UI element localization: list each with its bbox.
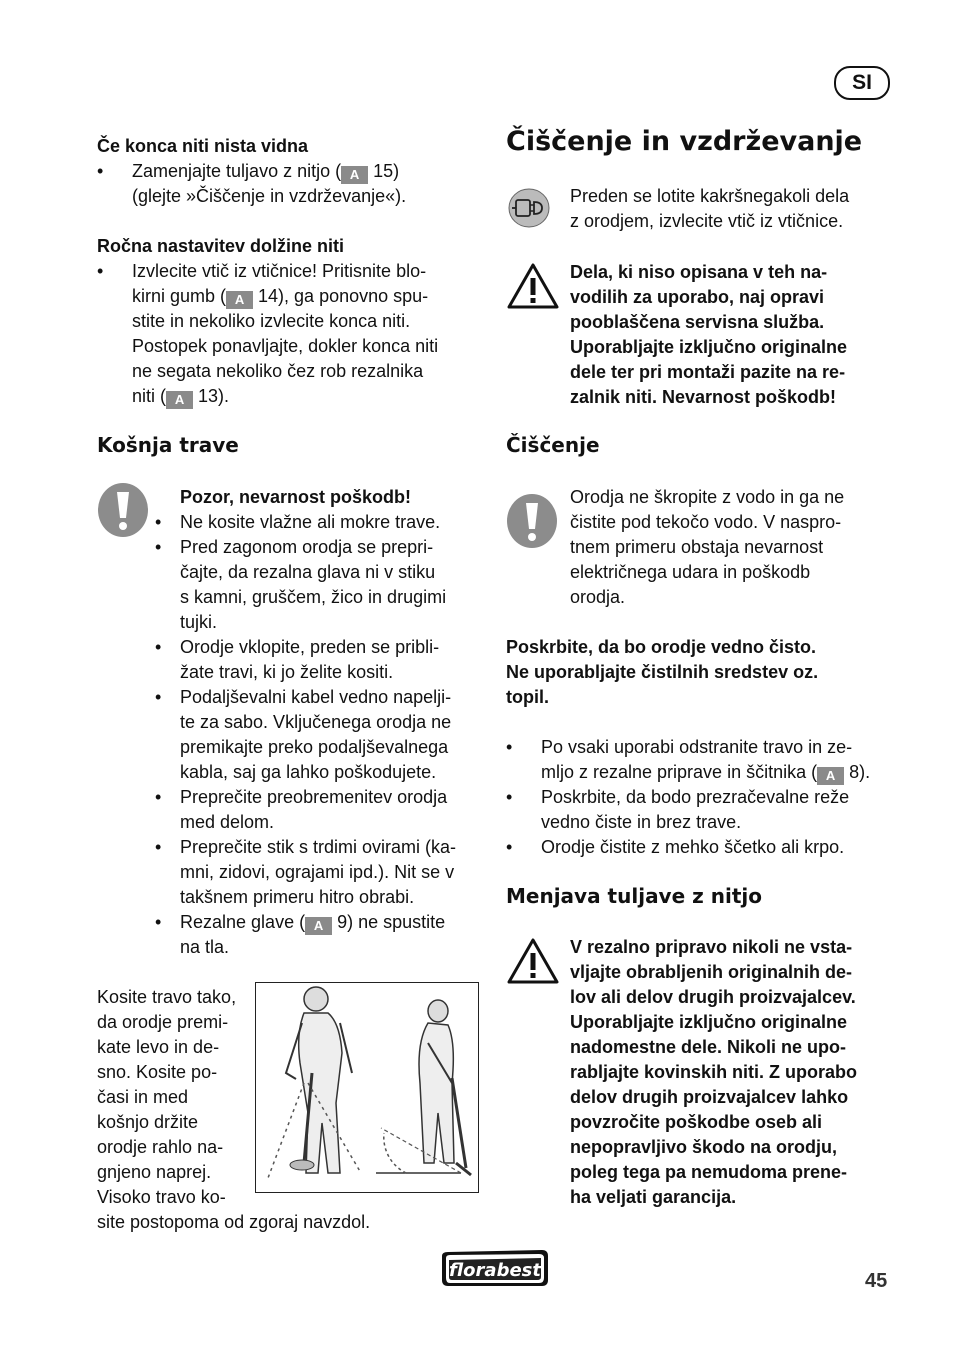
list-item-line: kirni gumb ( A 14), ga ponovno spu- — [132, 286, 429, 307]
list-item-line: žate travi, ki jo želite kositi. — [180, 662, 394, 682]
warning-text-line: delov drugih proizvajalcev lahko — [570, 1087, 849, 1107]
warning-text-line: Uporabljajte izključno originalne — [570, 337, 848, 357]
unplug-text-line: Preden se lotite kakršnegakoli dela — [570, 186, 850, 206]
list-item-line: stite in nekoliko izvlecite konca niti. — [132, 311, 411, 331]
warning-title: Pozor, nevarnost poškodb! — [180, 487, 412, 507]
bullet: • — [155, 787, 162, 807]
list-item-line: Rezalne glave ( A 9) ne spustite — [180, 912, 446, 933]
warning-text-line: ha veljati garancija. — [570, 1187, 737, 1207]
list-item-line: na tla. — [180, 937, 230, 957]
list-item-line: mljo z rezalne priprave in ščitnika ( A 8). — [541, 762, 871, 783]
list-item-line: premikajte preko podaljševalnega — [180, 737, 449, 757]
list-item-line: Poskrbite, da bodo prezračevalne reže — [541, 787, 850, 807]
bullet: • — [155, 687, 162, 707]
exclamation-icon — [506, 493, 558, 554]
warning-icon — [506, 937, 560, 990]
warning-icon — [506, 262, 560, 315]
bullet: • — [506, 837, 513, 857]
warning-text-line: rabljajte kovinskih niti. Z uporabo — [570, 1062, 858, 1082]
list-item-line: Pred zagonom orodja se prepri- — [180, 537, 434, 557]
warning-text-line: vodilih za uporabo, naj opravi — [570, 287, 825, 307]
bullet: • — [155, 837, 162, 857]
list-item-line: kabla, saj ga lahko poškodujete. — [180, 762, 437, 782]
warning-text-line: poleg tega pa nemudoma prene- — [570, 1162, 848, 1182]
bullet: • — [155, 912, 162, 932]
figure-badge: A — [166, 391, 193, 409]
bullet: • — [155, 512, 162, 532]
warning-text-line: zalnik niti. Nevarnost poškodb! — [570, 387, 837, 407]
list-item: Ne kosite vlažne ali mokre trave. — [180, 512, 441, 532]
exclamation-icon — [97, 482, 149, 543]
warning-text-line: dele ter pri montaži pazite na re- — [570, 362, 846, 382]
warning-text-line: nadomestne dele. Nikoli ne upo- — [570, 1037, 847, 1057]
figure-badge: A — [341, 166, 368, 184]
list-item-line: (glejte »Čiščenje in vzdrževanje«). — [132, 186, 407, 206]
warning-text-line: nepopravljivo škodo na orodju, — [570, 1137, 838, 1157]
mowing-text-line: orodje rahlo na- — [97, 1137, 224, 1157]
language-badge: SI — [834, 66, 890, 100]
mowing-text-line: sno. Kosite po- — [97, 1062, 218, 1082]
list-item-line: ne segata nekoliko čez rob rezalnika — [132, 361, 424, 381]
mowing-text-line: časi in med — [97, 1087, 189, 1107]
list-item-line: Postopek ponavljajte, dokler konca niti — [132, 336, 439, 356]
bullet: • — [155, 637, 162, 657]
warning-text-line: V rezalno pripravo nikoli ne vsta- — [570, 937, 853, 957]
list-item-line: Preprečite stik s trdimi ovirami (ka- — [180, 837, 457, 857]
list-item: Zamenjajte tuljavo z nitjo ( A 15) — [132, 161, 400, 182]
figure-badge: A — [305, 917, 332, 935]
bullet: • — [506, 737, 513, 757]
figure-badge: A — [817, 767, 844, 785]
list-item-line: tujki. — [180, 612, 218, 632]
bullet: • — [97, 161, 104, 181]
list-item-line: Podaljševalni kabel vedno napelji- — [180, 687, 452, 707]
bullet: • — [506, 787, 513, 807]
page-number: 45 — [865, 1270, 888, 1292]
mowing-illustration — [255, 982, 479, 1193]
list-item-line: Izvlecite vtič iz vtičnice! Pritisnite blo- — [132, 261, 427, 281]
heading-spool-replacement: Menjava tuljave z nitjo — [506, 884, 762, 908]
svg-text:florabest: florabest — [449, 1260, 541, 1281]
heading-thread-not-visible: Če konca niti nista vidna — [97, 136, 309, 156]
cleaning-text-line: električnega udara in poškodb — [570, 562, 811, 582]
heading-mowing: Košnja trave — [97, 433, 239, 457]
mowing-text-line: site postopoma od zgoraj navzdol. — [97, 1212, 371, 1232]
page-title: Čiščenje in vzdrževanje — [506, 126, 863, 157]
list-item-line: s kamni, gruščem, žico in drugimi — [180, 587, 447, 607]
bullet: • — [97, 261, 104, 281]
unplug-icon — [508, 188, 550, 233]
unplug-text-line: z orodjem, izvlecite vtič iz vtičnice. — [570, 211, 844, 231]
warning-text-line: pooblaščena servisna služba. — [570, 312, 825, 332]
mowing-text-line: Kosite travo tako, — [97, 987, 237, 1007]
heading-manual-thread-length: Ročna nastavitev dolžine niti — [97, 236, 345, 256]
list-item-line: med delom. — [180, 812, 275, 832]
list-item-line: vedno čiste in brez trave. — [541, 812, 742, 832]
list-item-line: Orodje vklopite, preden se pribli- — [180, 637, 440, 657]
warning-text-line: povzročite poškodbe oseb ali — [570, 1112, 823, 1132]
mowing-text-line: Visoko travo ko- — [97, 1187, 226, 1207]
cleaning-text-line: Orodja ne škropite z vodo in ga ne — [570, 487, 845, 507]
list-item-line: mni, zidovi, ograjami ipd.). Nit se v — [180, 862, 455, 882]
cleaning-text-line: čistite pod tekočo vodo. V naspro- — [570, 512, 842, 532]
bold-note-line: Poskrbite, da bo orodje vedno čisto. — [506, 637, 817, 657]
warning-text-line: vljajte obrabljenih originalnih de- — [570, 962, 853, 982]
list-item-line: te za sabo. Vključenega orodja ne — [180, 712, 452, 732]
florabest-logo — [438, 1246, 552, 1295]
list-item-line: takšnem primeru hitro obrabi. — [180, 887, 415, 907]
cleaning-text-line: tnem primeru obstaja nevarnost — [570, 537, 824, 557]
mowing-text-line: košnjo držite — [97, 1112, 199, 1132]
cleaning-text-line: orodja. — [570, 587, 626, 607]
list-item-line: niti ( A 13). — [132, 386, 230, 407]
list-item-line: čajte, da rezalna glava ni v stiku — [180, 562, 436, 582]
mowing-text-line: kate levo in de- — [97, 1037, 220, 1057]
list-item-line: Preprečite preobremenitev orodja — [180, 787, 448, 807]
figure-badge: A — [226, 291, 253, 309]
warning-text-line: Dela, ki niso opisana v teh na- — [570, 262, 828, 282]
warning-text-line: lov ali delov drugih proizvajalcev. — [570, 987, 856, 1007]
list-item: Orodje čistite z mehko ščetko ali krpo. — [541, 837, 845, 857]
bold-note-line: Ne uporabljajte čistilnih sredstev oz. — [506, 662, 819, 682]
warning-text-line: Uporabljajte izključno originalne — [570, 1012, 848, 1032]
list-item-line: Po vsaki uporabi odstranite travo in ze- — [541, 737, 853, 757]
bold-note-line: topil. — [506, 687, 549, 707]
bullet: • — [155, 537, 162, 557]
mowing-text-line: da orodje premi- — [97, 1012, 229, 1032]
heading-cleaning: Čiščenje — [506, 433, 600, 457]
mowing-text-line: gnjeno naprej. — [97, 1162, 212, 1182]
